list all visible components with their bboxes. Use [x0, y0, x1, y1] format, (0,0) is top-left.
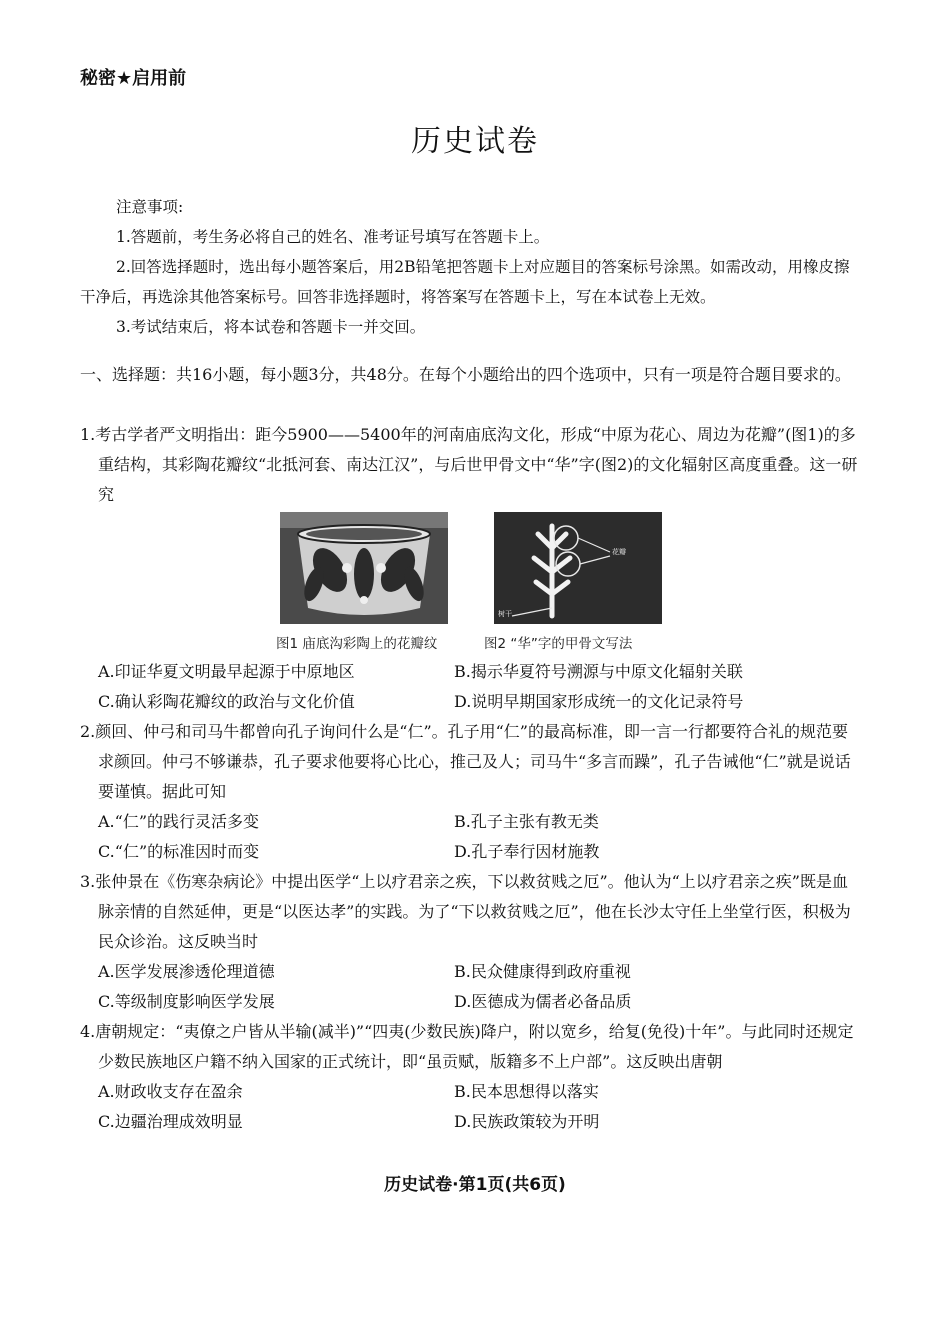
- question-2: [80, 717, 862, 867]
- option-c: C.边疆治理成效明显: [98, 1112, 243, 1131]
- question-1-options: [80, 657, 862, 717]
- option-b: B.民众健康得到政府重视: [454, 962, 631, 981]
- secret-label: 秘密★启用前: [80, 68, 187, 89]
- section-heading: 一、选择题：共16小题，每小题3分，共48分。在每个小题给出的四个选项中，只有一项是符合题目要求的。: [80, 365, 851, 384]
- notes-heading: 注意事项:: [116, 198, 184, 216]
- option-b: B.揭示华夏符号溯源与中原文化辐射关联: [454, 662, 743, 681]
- option-d: D.孔子奉行因材施教: [454, 842, 600, 861]
- hua-character-icon: [494, 512, 662, 624]
- option-a: A.印证华夏文明最早起源于中原地区: [98, 662, 355, 681]
- question-4: [80, 1017, 862, 1137]
- option-c: C.“仁”的标准因时而变: [98, 842, 260, 861]
- pottery-bowl-icon: [280, 512, 448, 624]
- figure-1-caption: 图1 庙底沟彩陶上的花瓣纹: [276, 636, 438, 652]
- question-3: [80, 867, 862, 1017]
- note-3: 3.考试结束后，将本试卷和答题卡一并交回。: [116, 318, 426, 336]
- option-c: C.等级制度影响医学发展: [98, 992, 275, 1011]
- pottery-photo: [280, 512, 448, 624]
- question-stem: 1.考古学者严文明指出：距今5900——5400年的河南庙底沟文化，形成“中原为花心、周边为花瓣”(图1)的多重结构，其彩陶花瓣纹“北抵河套、南达江汉”，与后世甲骨文中“华”字(图2)的文化辐射区高度重叠。这一研究: [80, 425, 858, 504]
- question-stem: 3.张仲景在《伤寒杂病论》中提出医学“上以疗君亲之疾，下以救贫贱之厄”。他认为“上以疗君亲之疾”既是血脉亲情的自然延伸，更是“以医达孝”的实践。为了“下以救贫贱之厄”，他在长沙太守任上坐堂行医，积极为民众诊治。这反映当时: [80, 872, 851, 951]
- option-b: B.民本思想得以落实: [454, 1082, 599, 1101]
- figures: [276, 512, 680, 652]
- option-b: B.孔子主张有教无类: [454, 812, 599, 831]
- figure-label-trunk: 树干: [498, 610, 512, 618]
- question-1: [80, 420, 862, 510]
- notes-block: [80, 192, 862, 342]
- figure-2-caption: 图2 “华”字的甲骨文写法: [484, 636, 633, 652]
- oracle-bone-figure: [494, 512, 662, 624]
- page-footer: 历史试卷·第1页(共6页): [384, 1175, 566, 1195]
- option-a: A.财政收支存在盈余: [98, 1082, 243, 1101]
- option-d: D.医德成为儒者必备品质: [454, 992, 632, 1011]
- question-stem: 4.唐朝规定：“夷僚之户皆从半输(减半)”“四夷(少数民族)降户，附以宽乡，给复(免役)十年”。与此同时还规定少数民族地区户籍不纳入国家的正式统计，即“虽贡赋，版籍多不上户部”。这反映出唐朝: [80, 1022, 854, 1071]
- option-c: C.确认彩陶花瓣纹的政治与文化价值: [98, 692, 355, 711]
- option-d: D.民族政策较为开明: [454, 1112, 600, 1131]
- page-title: 历史试卷: [411, 124, 539, 159]
- question-stem: 2.颜回、仲弓和司马牛都曾向孔子询问什么是“仁”。孔子用“仁”的最高标准，即一言一行都要符合礼的规范要求颜回。仲弓不够谦恭，孔子要求他要将心比心，推己及人；司马牛“多言而躁”，孔子告诫他“仁”就是说话要谨慎。据此可知: [80, 722, 851, 801]
- option-a: A.医学发展渗透伦理道德: [98, 962, 275, 981]
- note-2: 2.回答选择题时，选出每小题答案后，用2B铅笔把答题卡上对应题目的答案标号涂黑。如需改动，用橡皮擦干净后，再选涂其他答案标号。回答非选择题时，将答案写在答题卡上，写在本试卷上无效。: [80, 258, 850, 306]
- figure-label-petal: 花瓣: [612, 548, 626, 556]
- note-1: 1.答题前，考生务必将自己的姓名、准考证号填写在答题卡上。: [116, 228, 550, 246]
- option-a: A.“仁”的践行灵活多变: [98, 812, 260, 831]
- option-d: D.说明早期国家形成统一的文化记录符号: [454, 692, 744, 711]
